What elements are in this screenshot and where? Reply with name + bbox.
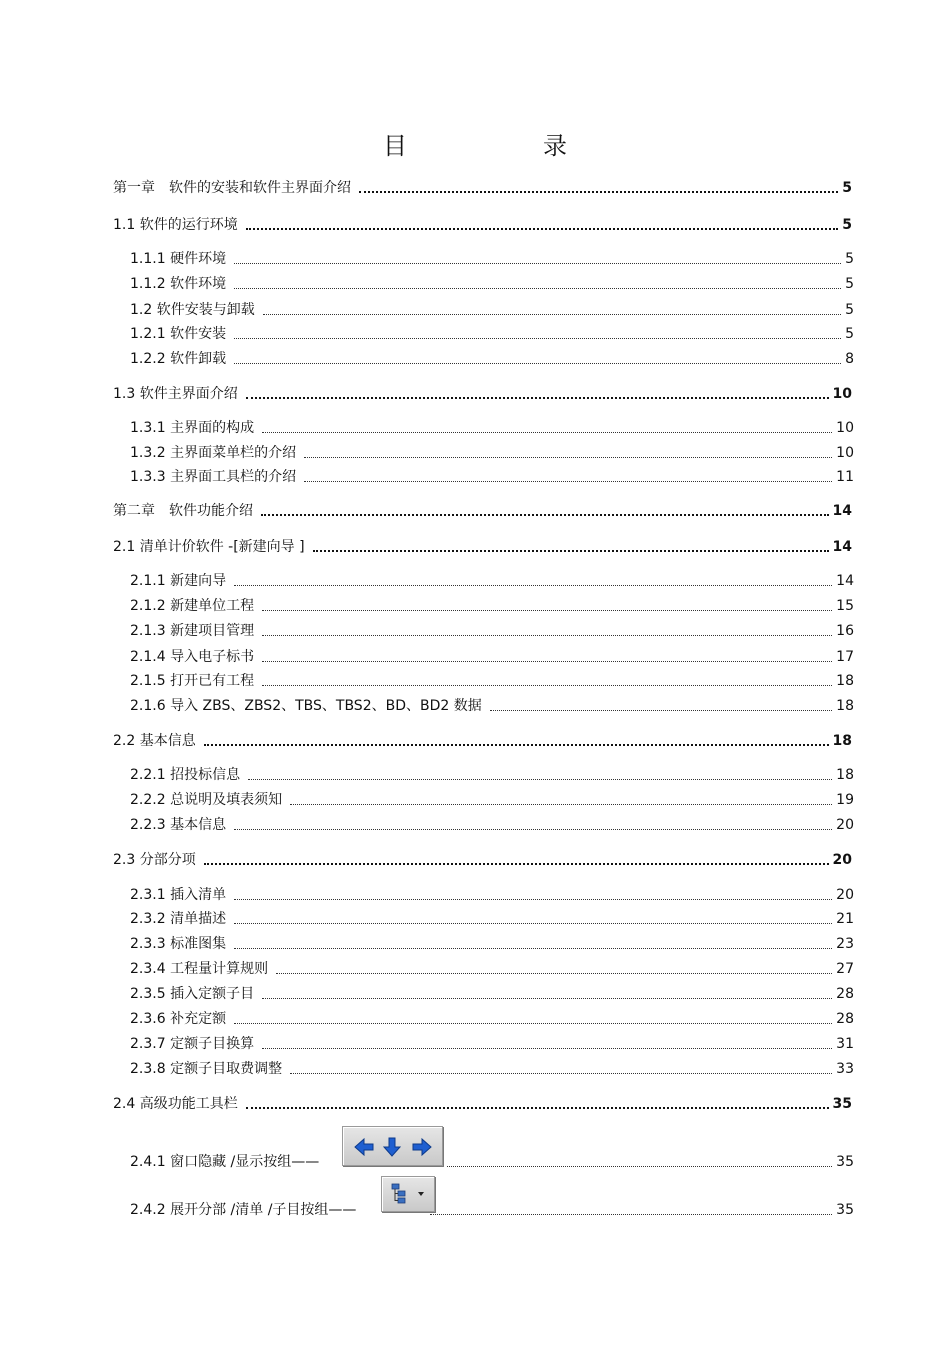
toc-entry-label: 2.4.2 展开分部 /清单 /子目按组——: [130, 1202, 357, 1218]
toc-leader-dots: [234, 288, 841, 289]
toc-leader-dots: [304, 481, 832, 482]
toc-entry[interactable]: [130, 1009, 854, 1029]
toc-entry-label: 2.1 清单计价软件 -[新建向导 ]: [113, 539, 305, 555]
toc-page-number: 10: [832, 386, 852, 402]
toc-page-number: 35: [832, 1096, 852, 1112]
toc-entry[interactable]: [130, 984, 854, 1004]
toc-page-number: 23: [836, 936, 854, 952]
toc-page-number: 28: [836, 986, 854, 1002]
toc-entry[interactable]: [130, 671, 854, 691]
nav-arrows-icon: [342, 1126, 443, 1166]
toc-entry[interactable]: [113, 215, 852, 235]
toc-leader-dots: [234, 1023, 832, 1024]
toc-page-number: 5: [845, 302, 854, 318]
toc-entry-label: 2.3 分部分项: [113, 852, 196, 868]
toc-entry[interactable]: [113, 731, 852, 751]
toc-entry[interactable]: [130, 443, 854, 463]
toc-leader-dots: [234, 829, 832, 830]
toc-entry[interactable]: [130, 885, 854, 905]
toc-entry[interactable]: [130, 571, 854, 591]
toc-entry[interactable]: [130, 324, 854, 344]
toc-entry[interactable]: [130, 765, 854, 785]
toc-leader-dots: [234, 338, 841, 339]
toc-page-number: 5: [845, 276, 854, 292]
toc-page-number: 18: [832, 733, 852, 749]
toc-entry-label: 1.3.1 主界面的构成: [130, 420, 255, 436]
toc-entry[interactable]: [113, 501, 852, 521]
toc-leader-dots: [290, 1073, 832, 1074]
toc-entry-label: 1.3.2 主界面菜单栏的介绍: [130, 445, 297, 461]
toc-entry[interactable]: [113, 1094, 852, 1114]
toc-entry[interactable]: [130, 1034, 854, 1054]
toc-entry[interactable]: [130, 596, 854, 616]
toc-entry-label: 2.2.2 总说明及填表须知: [130, 792, 283, 808]
toc-leader-dots: [262, 432, 832, 433]
toc-page-number: 14: [832, 539, 852, 555]
toc-entry-label: 2.3.2 清单描述: [130, 911, 227, 927]
toc-entry[interactable]: [113, 537, 852, 557]
toc-entry[interactable]: [113, 384, 852, 404]
toc-leader-dots: [234, 948, 832, 949]
toc-page-number: 10: [836, 420, 854, 436]
toc-leader-dots: [234, 923, 832, 924]
toc-leader-dots: [262, 635, 832, 636]
toc-leader-dots: [430, 1214, 832, 1215]
toc-page-number: 20: [836, 817, 854, 833]
toc-entry[interactable]: [130, 959, 854, 979]
toc-page-number: 18: [836, 673, 854, 689]
tree-expand-icon: [381, 1176, 435, 1212]
toc-entry[interactable]: [130, 1200, 854, 1220]
toc-page-number: 20: [836, 887, 854, 903]
toc-leader-dots: [246, 1107, 829, 1109]
toc-entry[interactable]: [130, 790, 854, 810]
toc-entry-label: 2.1.1 新建向导: [130, 573, 227, 589]
toc-entry[interactable]: [130, 349, 854, 369]
toc-leader-dots: [263, 314, 841, 315]
toc-page-number: 14: [836, 573, 854, 589]
toc-entry-label: 2.3.8 定额子目取费调整: [130, 1061, 283, 1077]
toc-page-number: 19: [836, 792, 854, 808]
toc-leader-dots: [262, 685, 832, 686]
toc-page-number: 5: [845, 326, 854, 342]
toc-page-number: 17: [836, 649, 854, 665]
toc-leader-dots: [262, 998, 832, 999]
toc-entry-label: 1.2.2 软件卸载: [130, 351, 227, 367]
toc-page-number: 20: [832, 852, 852, 868]
toc-leader-dots: [234, 363, 841, 364]
toc-leader-dots: [234, 899, 832, 900]
toc-entry-label: 第一章 软件的安装和软件主界面介绍: [113, 180, 351, 196]
toc-page-number: 14: [832, 503, 852, 519]
toc-entry-label: 2.1.5 打开已有工程: [130, 673, 255, 689]
toc-entry-label: 2.1.2 新建单位工程: [130, 598, 255, 614]
toc-entry-label: 第二章 软件功能介绍: [113, 503, 253, 519]
toc-title: 目 录: [383, 132, 623, 160]
toc-entry-label: 2.2.3 基本信息: [130, 817, 227, 833]
toc-entry-label: 2.1.6 导入 ZBS、ZBS2、TBS、TBS2、BD、BD2 数据: [130, 698, 482, 714]
toc-page-number: 8: [845, 351, 854, 367]
toc-entry-label: 2.1.3 新建项目管理: [130, 623, 255, 639]
toc-entry-label: 1.1 软件的运行环境: [113, 217, 238, 233]
toc-page-number: 35: [836, 1202, 854, 1218]
toc-entry[interactable]: [130, 934, 854, 954]
toc-entry-label: 2.2 基本信息: [113, 733, 196, 749]
toc-entry-label: 1.1.2 软件环境: [130, 276, 227, 292]
toc-leader-dots: [246, 228, 839, 230]
toc-leader-dots: [490, 710, 832, 711]
toc-leader-dots: [290, 804, 832, 805]
toc-entry[interactable]: [113, 178, 852, 198]
toc-page-number: 27: [836, 961, 854, 977]
toc-entry[interactable]: [130, 300, 854, 320]
toc-leader-dots: [261, 514, 829, 516]
toc-entry[interactable]: [130, 467, 854, 487]
toc-page-number: 21: [836, 911, 854, 927]
toc-leader-dots: [262, 1048, 832, 1049]
toc-leader-dots: [447, 1166, 832, 1167]
toc-entry[interactable]: [130, 1152, 854, 1172]
toc-entry[interactable]: [130, 1059, 854, 1079]
toc-entry[interactable]: [130, 815, 854, 835]
toc-entry-label: 2.3.5 插入定额子目: [130, 986, 255, 1002]
toc-entry[interactable]: [130, 274, 854, 294]
toc-page-number: 35: [836, 1154, 854, 1170]
toc-entry-label: 1.2 软件安装与卸载: [130, 302, 255, 318]
toc-leader-dots: [262, 661, 832, 662]
toc-entry[interactable]: [130, 909, 854, 929]
toc-leader-dots: [246, 397, 829, 399]
toc-entry[interactable]: [130, 696, 854, 716]
toc-entry-label: 2.3.7 定额子目换算: [130, 1036, 255, 1052]
toc-page-number: 5: [845, 251, 854, 267]
toc-leader-dots: [359, 191, 838, 193]
toc-page-number: 33: [836, 1061, 854, 1077]
toc-entry-label: 2.4 高级功能工具栏: [113, 1096, 238, 1112]
toc-entry-label: 2.3.1 插入清单: [130, 887, 227, 903]
toc-page-number: 31: [836, 1036, 854, 1052]
toc-entry-label: 2.4.1 窗口隐藏 /显示按组——: [130, 1154, 320, 1170]
toc-page-number: 16: [836, 623, 854, 639]
toc-entry-label: 1.3 软件主界面介绍: [113, 386, 238, 402]
toc-leader-dots: [304, 457, 832, 458]
toc-page-number: 28: [836, 1011, 854, 1027]
toc-entry-label: 2.2.1 招投标信息: [130, 767, 241, 783]
toc-leader-dots: [262, 610, 832, 611]
toc-entry[interactable]: [130, 249, 854, 269]
toc-entry-label: 2.3.4 工程量计算规则: [130, 961, 269, 977]
toc-entry[interactable]: [130, 418, 854, 438]
toc-leader-dots: [248, 779, 832, 780]
toc-entry-label: 2.3.3 标准图集: [130, 936, 227, 952]
toc-leader-dots: [234, 263, 841, 264]
toc-leader-dots: [276, 973, 832, 974]
toc-entry-label: 1.1.1 硬件环境: [130, 251, 227, 267]
toc-page-number: 18: [836, 767, 854, 783]
toc-page-number: 10: [836, 445, 854, 461]
toc-page-number: 11: [836, 469, 854, 485]
toc-page-number: 15: [836, 598, 854, 614]
toc-entry-label: 1.2.1 软件安装: [130, 326, 227, 342]
toc-entry-label: 2.1.4 导入电子标书: [130, 649, 255, 665]
toc-leader-dots: [234, 585, 832, 586]
toc-page-number: 5: [842, 217, 852, 233]
toc-page-number: 5: [842, 180, 852, 196]
toc-leader-dots: [313, 550, 829, 552]
toc-page-number: 18: [836, 698, 854, 714]
toc-entry-label: 2.3.6 补充定额: [130, 1011, 227, 1027]
toc-entry-label: 1.3.3 主界面工具栏的介绍: [130, 469, 297, 485]
toc-leader-dots: [204, 744, 829, 746]
toc-leader-dots: [204, 863, 829, 865]
toc-entry[interactable]: [130, 647, 854, 667]
toc-entry[interactable]: [113, 850, 852, 870]
toc-entry[interactable]: [130, 621, 854, 641]
